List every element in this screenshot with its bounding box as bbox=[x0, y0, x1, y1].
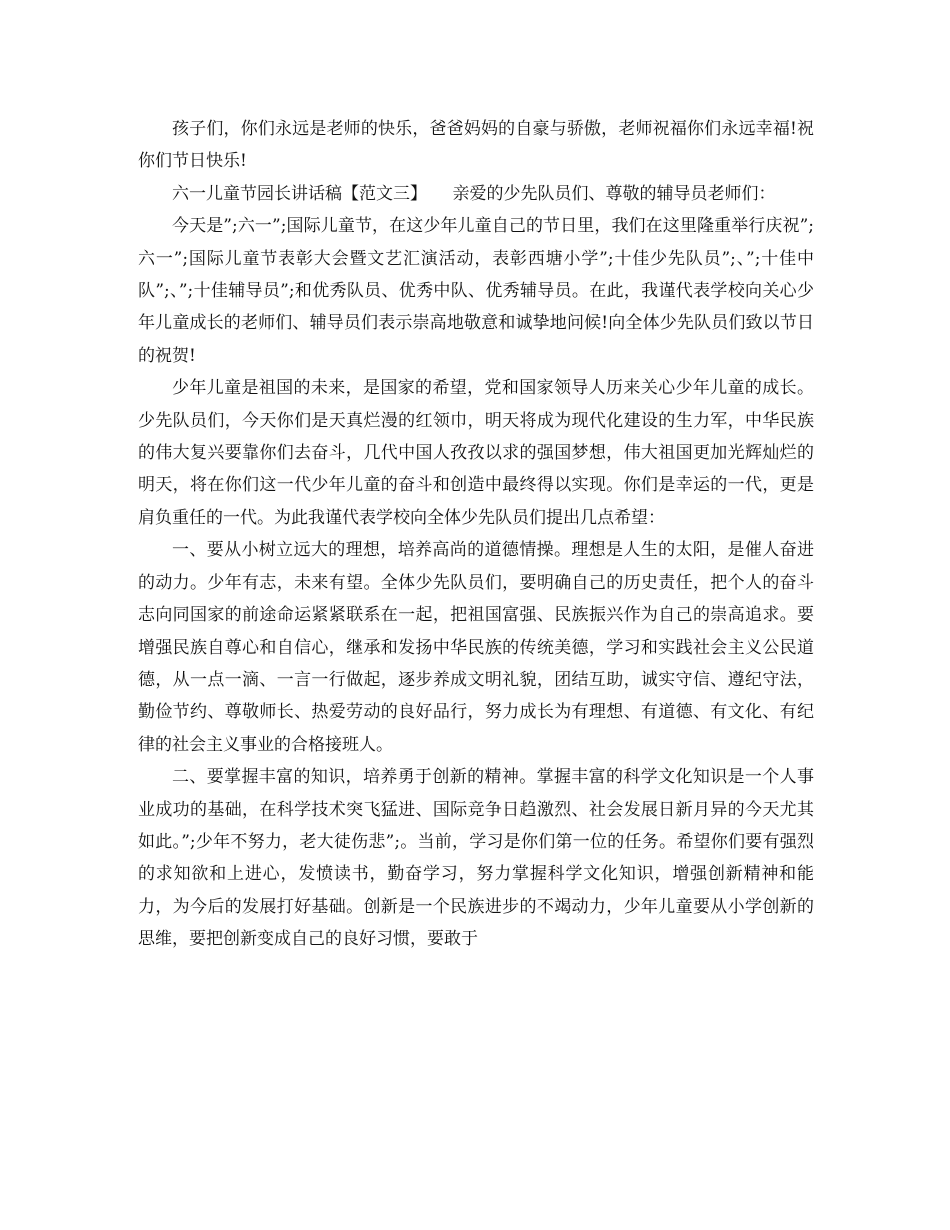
paragraph-hope-one: 一、要从小树立远大的理想，培养高尚的道德情操。理想是人生的太阳，是催人奋进的动力。少年有志，未来有望。全体少先队员们，要明确自己的历史责任，把个人的奋斗志向同国家的前途命运紧紧联系在一起，把祖国富强、民族振兴作为自己的崇高追求。要增强民族自尊心和自信心，继承和发扬中华民族的传统美德，学习和实践社会主义公民道德，从一点一滴、一言一行做起，逐步养成文明礼貌，团结互助，诚实守信、遵纪守法，勤俭节约、尊敬师长、热爱劳动的良好品行，努力成长为有理想、有道德、有文化、有纪律的社会主义事业的合格接班人。 bbox=[138, 540, 814, 755]
paragraph-hope-two: 二、要掌握丰富的知识，培养勇于创新的精神。掌握丰富的科学文化知识是一个人事业成功的基础，在科学技术突飞猛进、国际竞争日趋激烈、社会发展日新月异的今天尤其如此。”;少年不努力，老大徒伤悲”;。当前，学习是你们第一位的任务。希望你们要有强烈的求知欲和上进心，发愤读书，勤奋学习，努力掌握科学文化知识，增强创新精神和能力，为今后的发展打好基础。创新是一个民族进步的不竭动力，少年儿童要从小学创新的思维，要把创新变成自己的良好习惯，要敢于 bbox=[138, 767, 814, 950]
paragraph-closing-wishes: 孩子们，你们永远是老师的快乐，爸爸妈妈的自豪与骄傲，老师祝福你们永远幸福!祝你们节日快乐! bbox=[138, 119, 814, 172]
paragraph-speech-heading: 六一儿童节园长讲话稿【范文三】 亲爱的少先队员们、尊敬的辅导员老师们： bbox=[172, 183, 776, 204]
document-page bbox=[138, 113, 814, 956]
paragraph-future-of-nation: 少年儿童是祖国的未来，是国家的希望，党和国家领导人历来关心少年儿童的成长。少先队员们，今天你们是天真烂漫的红领巾，明天将成为现代化建设的生力军，中华民族的伟大复兴要靠你们去奋斗，几代中国人孜孜以求的强国梦想，伟大祖国更加光辉灿烂的明天，将在你们这一代少年儿童的奋斗和创造中最终得以实现。你们是幸运的一代，更是肩负重任的一代。为此我谨代表学校向全体少先队员们提出几点希望： bbox=[138, 378, 814, 528]
paragraph-introduction: 今天是”;六一”;国际儿童节，在这少年儿童自己的节日里，我们在这里隆重举行庆祝”;六一”;国际儿童节表彰大会暨文艺汇演活动，表彰西塘小学”;十佳少先队员”;、”;十佳中队”;、”;十佳辅导员”;和优秀队员、优秀中队、优秀辅导员。在此，我谨代表学校向关心少年儿童成长的老师们、辅导员们表示崇高地敬意和诚挚地问候!向全体少先队员们致以节日的祝贺! bbox=[138, 216, 814, 366]
